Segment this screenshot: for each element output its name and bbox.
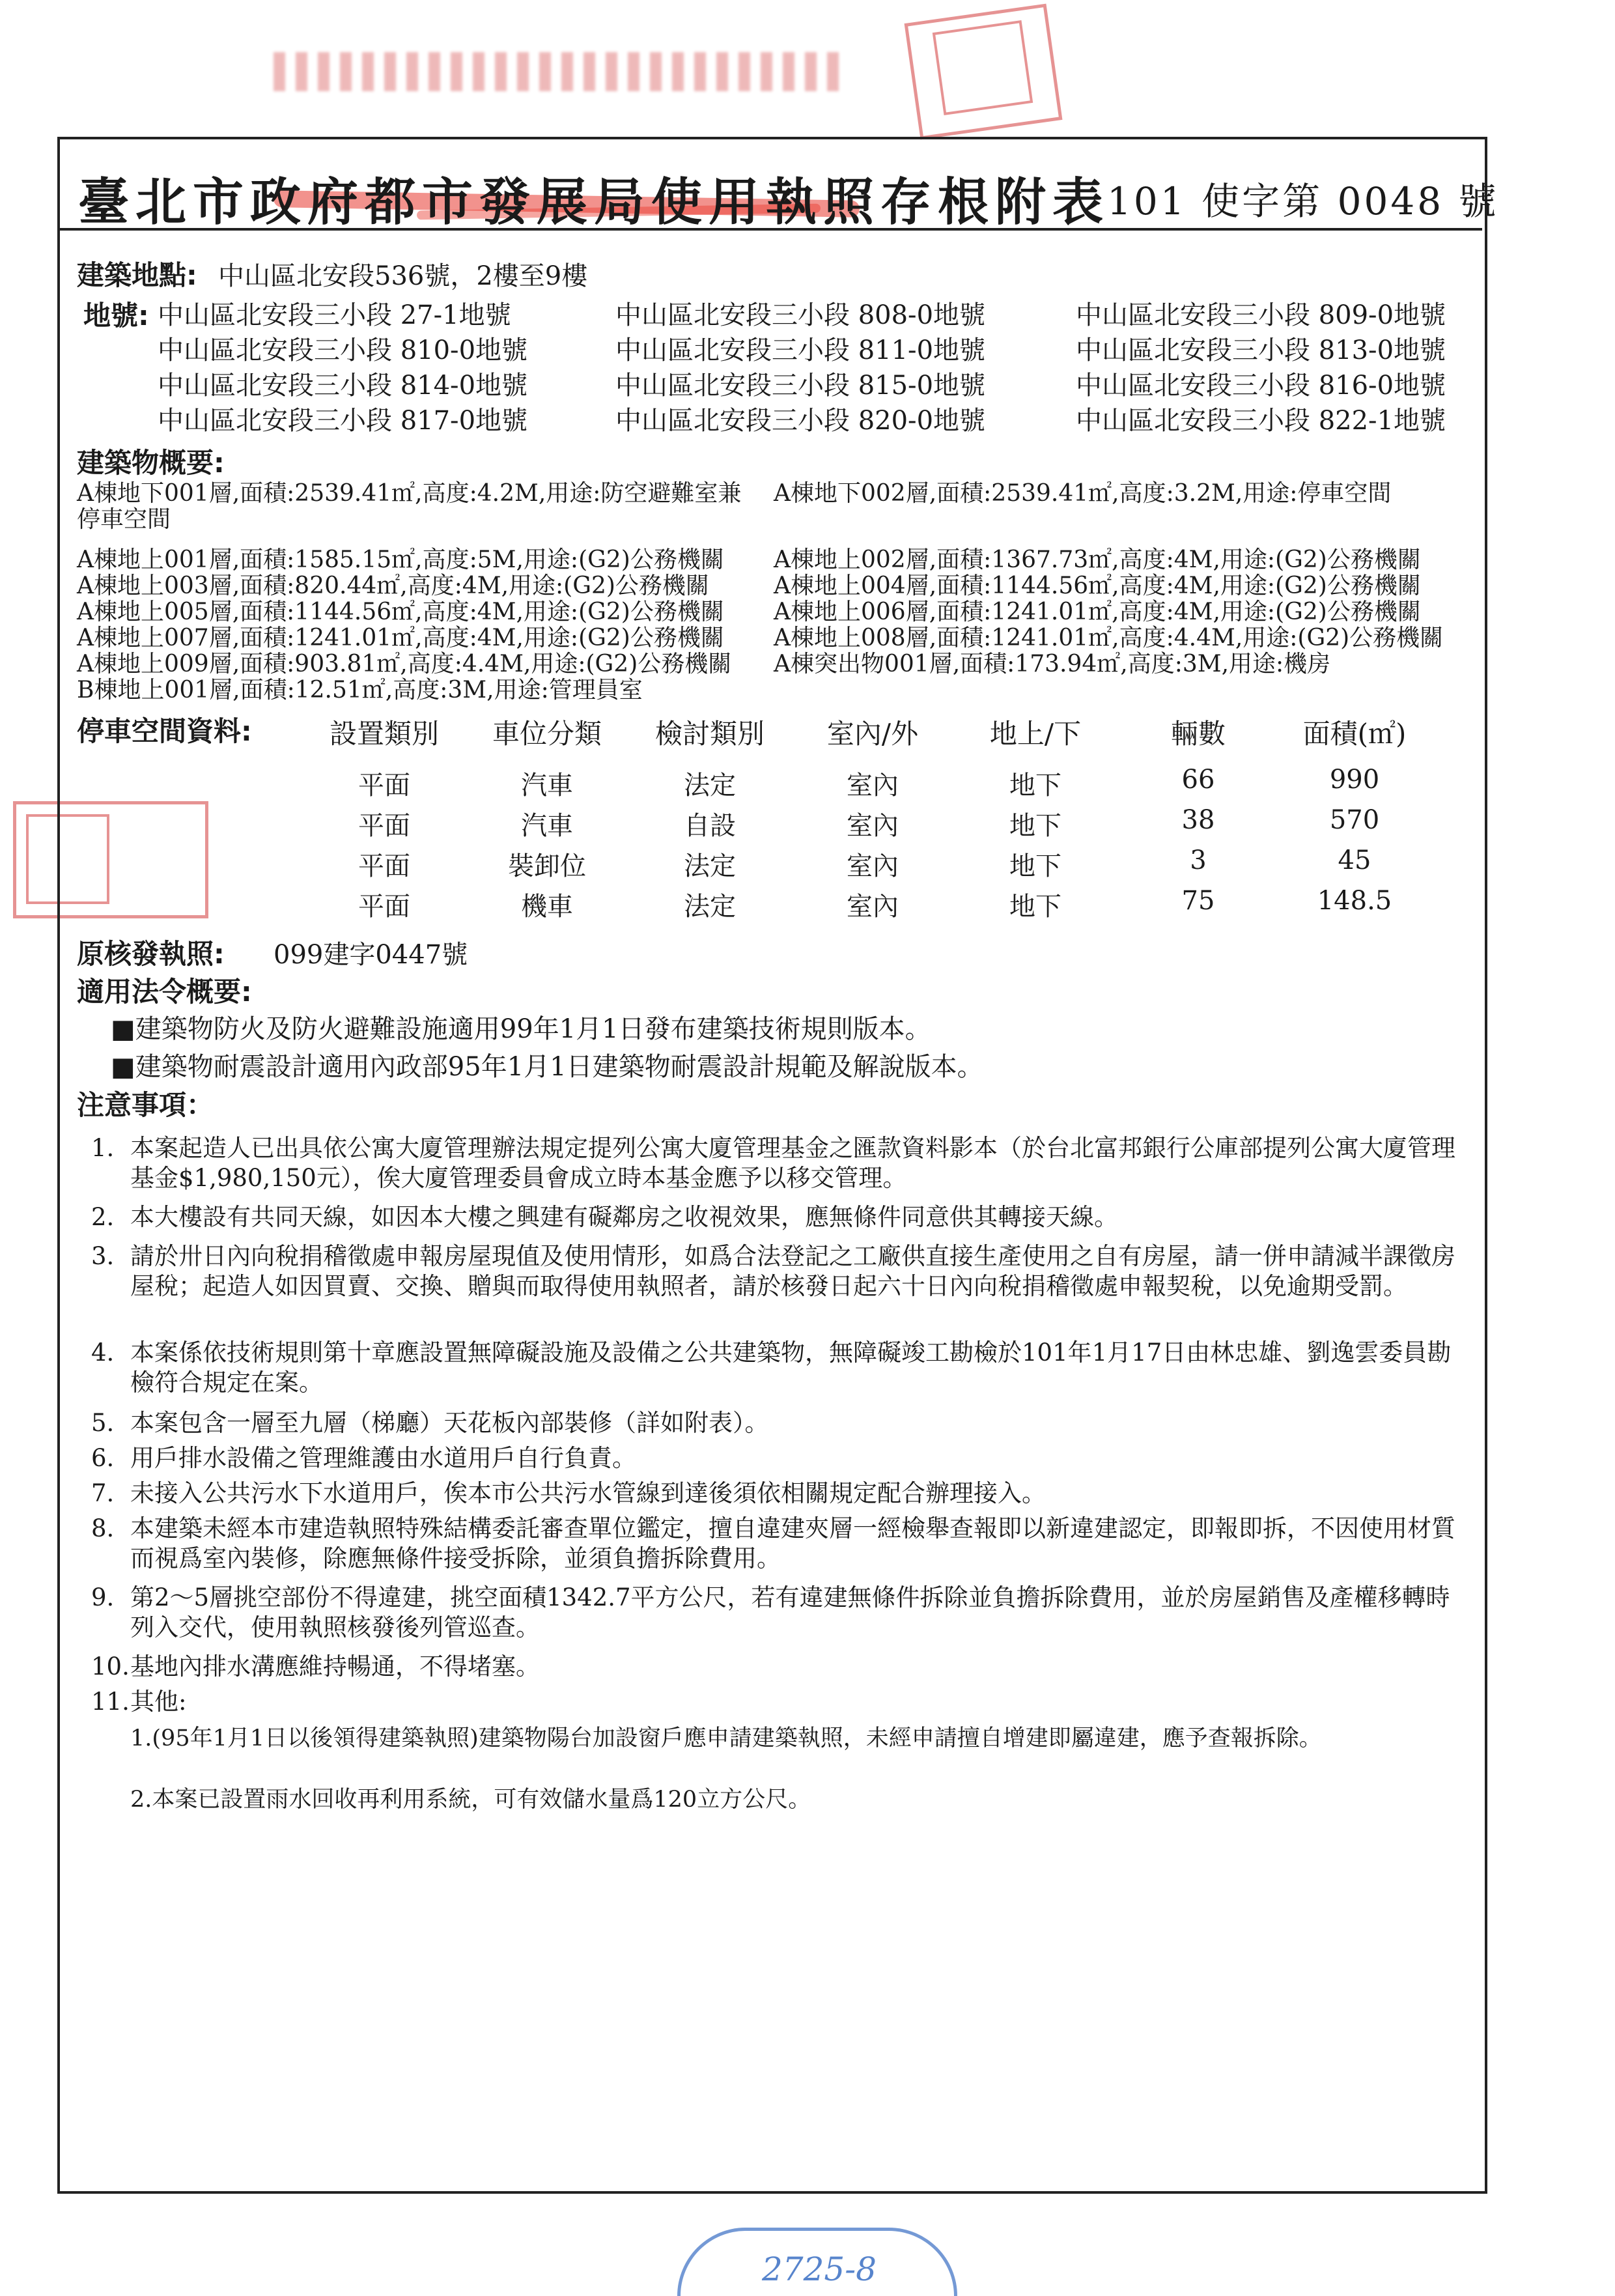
parking-cell: 148.5 [1317, 886, 1392, 916]
lot-item: 中山區北安段三小段 815-0地號 [615, 371, 986, 401]
parking-header: 設置類別 [329, 718, 439, 750]
parking-cell: 室內 [847, 892, 899, 922]
top-right-seal-2 [933, 20, 1033, 115]
parking-cell: 990 [1329, 765, 1380, 795]
note-text: 本案包含一層至九層（梯廳）天花板內部裝修（詳如附表）。 [130, 1409, 769, 1437]
note-text: 基地內排水溝應維持暢通，不得堵塞。 [130, 1652, 540, 1680]
parking-cell: 平面 [358, 771, 410, 801]
parking-header: 室內/外 [826, 718, 919, 750]
note-text: 本案係依技術規則第十章應設置無障礙設施及設備之公共建築物，無障礙竣工勘檢於101年1月17日由林忠雄、劉逸雲委員勘檢符合規定在案。 [130, 1339, 1452, 1396]
parking-header: 檢討類別 [654, 718, 765, 750]
parking-cell: 570 [1329, 805, 1380, 835]
parking-cell: 室內 [847, 771, 899, 801]
lot-item: 中山區北安段三小段 820-0地號 [615, 406, 986, 436]
note-number: 8. [91, 1514, 115, 1542]
location-value: 中山區北安段536號，2樓至9樓 [218, 261, 588, 291]
overview-line-right: A棟地上002層,面積:1367.73㎡,高度:4M,用途:(G2)公務機關 [774, 546, 1421, 573]
note-text: 用戶排水設備之管理維護由水道用戶自行負責。 [130, 1444, 636, 1472]
parking-cell: 平面 [358, 851, 410, 881]
permit-number: 101 使字第 0048 號 [1107, 179, 1499, 223]
lot-item: 中山區北安段三小段 810-0地號 [158, 335, 528, 365]
parking-cell: 地下 [1009, 851, 1061, 881]
lot-item: 中山區北安段三小段 816-0地號 [1076, 371, 1446, 401]
note-text: 請於卅日內向稅捐稽徵處申報房屋現值及使用情形，如爲合法登記之工廠供直接生產使用之自有房屋，請一併申請減半課徵房屋稅；起造人如因買賣、交換、贈與而取得使用執照者，請於核發日起六十日內向稅捐稽徵處申報契稅，以免逾期受罰。 [130, 1242, 1455, 1300]
location-label: 建築地點: [77, 259, 197, 291]
parking-header: 地上/下 [989, 718, 1082, 750]
note-number: 4. [91, 1339, 115, 1367]
note-number: 6. [91, 1444, 115, 1472]
overview-line-left: B棟地上001層,面積:12.51㎡,高度:3M,用途:管理員室 [77, 677, 643, 703]
parking-cell: 法定 [684, 771, 736, 801]
overview-b1-left-cont: 停車空間 [77, 506, 171, 533]
note-text: 未接入公共污水下水道用戶，俟本市公共污水管線到達後須依相關規定配合辦理接入。 [130, 1479, 1046, 1507]
note-number: 5. [91, 1409, 115, 1437]
parking-cell: 3 [1190, 845, 1207, 875]
lot-item: 中山區北安段三小段 822-1地號 [1076, 406, 1446, 436]
parking-cell: 汽車 [521, 811, 573, 841]
note-text: 本案起造人已出具依公寓大廈管理辦法規定提列公寓大廈管理基金之匯款資料影本（於台北富邦銀行公庫部提列公寓大廈管理基金$1,980,150元），俟大廈管理委員會成立時本基金應予以移交管理。 [130, 1134, 1455, 1192]
parking-cell: 法定 [684, 892, 736, 922]
parking-cell: 地下 [1009, 892, 1061, 922]
laws-label: 適用法令概要: [77, 976, 252, 1008]
parking-header: 輛數 [1170, 718, 1226, 750]
overview-line-left: A棟地上001層,面積:1585.15㎡,高度:5M,用途:(G2)公務機關 [77, 546, 724, 573]
law-item: ■建築物耐震設計適用內政部95年1月1日建築物耐震設計規範及解說版本。 [111, 1052, 983, 1082]
parking-cell: 室內 [847, 851, 899, 881]
overview-line-right: A棟地上004層,面積:1144.56㎡,高度:4M,用途:(G2)公務機關 [774, 573, 1421, 599]
parking-cell: 汽車 [521, 771, 573, 801]
parking-cell: 裝卸位 [508, 851, 586, 881]
parking-label: 停車空間資料: [77, 715, 252, 747]
notes-label: 注意事項： [77, 1089, 214, 1121]
note-number: 11. [91, 1688, 130, 1716]
law-item: ■建築物防火及防火避難設施適用99年1月1日發布建築技術規則版本。 [111, 1014, 931, 1044]
parking-cell: 66 [1181, 765, 1215, 795]
overview-line-left: A棟地上005層,面積:1144.56㎡,高度:4M,用途:(G2)公務機關 [77, 599, 724, 625]
page-title: 臺北市政府都市發展局使用執照存根附表 [78, 173, 1110, 232]
original-permit-label: 原核發執照: [77, 938, 225, 970]
note-text: 其他: [130, 1688, 187, 1716]
overview-line-left: A棟地上009層,面積:903.81㎡,高度:4.4M,用途:(G2)公務機關 [77, 651, 732, 677]
bottom-stamp-number: 2725-8 [762, 2250, 877, 2288]
note-sub-item: 2.本案已設置雨水回收再利用系統，可有效儲水量爲120立方公尺。 [130, 1787, 811, 1813]
parking-cell: 75 [1181, 886, 1215, 916]
note-text: 本建築未經本市建造執照特殊結構委託審查單位鑑定，擅自違建夾層一經檢舉查報即以新違建認定，即報即拆，不因使用材質而視爲室內裝修，除應無條件接受拆除，並須負擔拆除費用。 [130, 1514, 1455, 1572]
lot-item: 中山區北安段三小段 813-0地號 [1076, 335, 1446, 365]
parking-cell: 地下 [1009, 771, 1061, 801]
parking-header: 車位分類 [492, 718, 602, 750]
lot-item: 中山區北安段三小段 808-0地號 [615, 300, 986, 330]
lot-item: 中山區北安段三小段 809-0地號 [1076, 300, 1446, 330]
original-permit-value: 099建字0447號 [274, 940, 468, 970]
parking-cell: 機車 [521, 892, 573, 922]
lot-item: 中山區北安段三小段 811-0地號 [615, 335, 986, 365]
parking-cell: 平面 [358, 811, 410, 841]
parking-header: 面積(㎡) [1302, 718, 1407, 750]
overview-label: 建築物概要: [77, 447, 225, 479]
lot-item: 中山區北安段三小段 27-1地號 [158, 300, 511, 330]
note-number: 9. [91, 1583, 115, 1611]
note-text: 第2～5層挑空部份不得違建，挑空面積1342.7平方公尺，若有違建無條件拆除並負擔拆除費用，並於房屋銷售及產權移轉時列入交代，使用執照核發後列管巡查。 [130, 1583, 1450, 1641]
note-text: 本大樓設有共同天線，如因本大樓之興建有礙鄰房之收視效果，應無條件同意供其轉接天線。 [130, 1203, 1118, 1231]
lot-item: 中山區北安段三小段 814-0地號 [158, 371, 528, 401]
parking-cell: 自設 [684, 811, 736, 841]
note-number: 2. [91, 1203, 115, 1231]
overview-b1-left: A棟地下001層,面積:2539.41㎡,高度:4.2M,用途:防空避難室兼 [77, 480, 742, 507]
parking-cell: 地下 [1009, 811, 1061, 841]
note-number: 7. [91, 1479, 115, 1507]
top-red-scribble [274, 52, 847, 91]
parking-cell: 45 [1338, 845, 1371, 875]
parking-cell: 法定 [684, 851, 736, 881]
note-number: 10. [91, 1652, 130, 1680]
note-number: 1. [91, 1134, 115, 1162]
note-number: 3. [91, 1242, 115, 1270]
overview-line-right: A棟地上006層,面積:1241.01㎡,高度:4M,用途:(G2)公務機關 [774, 599, 1421, 625]
lot-item: 中山區北安段三小段 817-0地號 [158, 406, 528, 436]
parking-cell: 室內 [847, 811, 899, 841]
overview-line-right: A棟突出物001層,面積:173.94㎡,高度:3M,用途:機房 [774, 651, 1331, 677]
overview-line-right: A棟地上008層,面積:1241.01㎡,高度:4.4M,用途:(G2)公務機關 [774, 625, 1444, 651]
lots-label: 地號: [83, 300, 149, 332]
overview-line-left: A棟地上007層,面積:1241.01㎡,高度:4M,用途:(G2)公務機關 [77, 625, 724, 651]
parking-cell: 38 [1181, 805, 1215, 835]
overview-line-left: A棟地上003層,面積:820.44㎡,高度:4M,用途:(G2)公務機關 [77, 573, 709, 599]
overview-b1-right: A棟地下002層,面積:2539.41㎡,高度:3.2M,用途:停車空間 [774, 480, 1392, 507]
note-sub-item: 1.(95年1月1日以後領得建築執照)建築物陽台加設窗戶應申請建築執照，未經申請擅自增建即屬違建，應予查報拆除。 [130, 1725, 1322, 1751]
parking-cell: 平面 [358, 892, 410, 922]
